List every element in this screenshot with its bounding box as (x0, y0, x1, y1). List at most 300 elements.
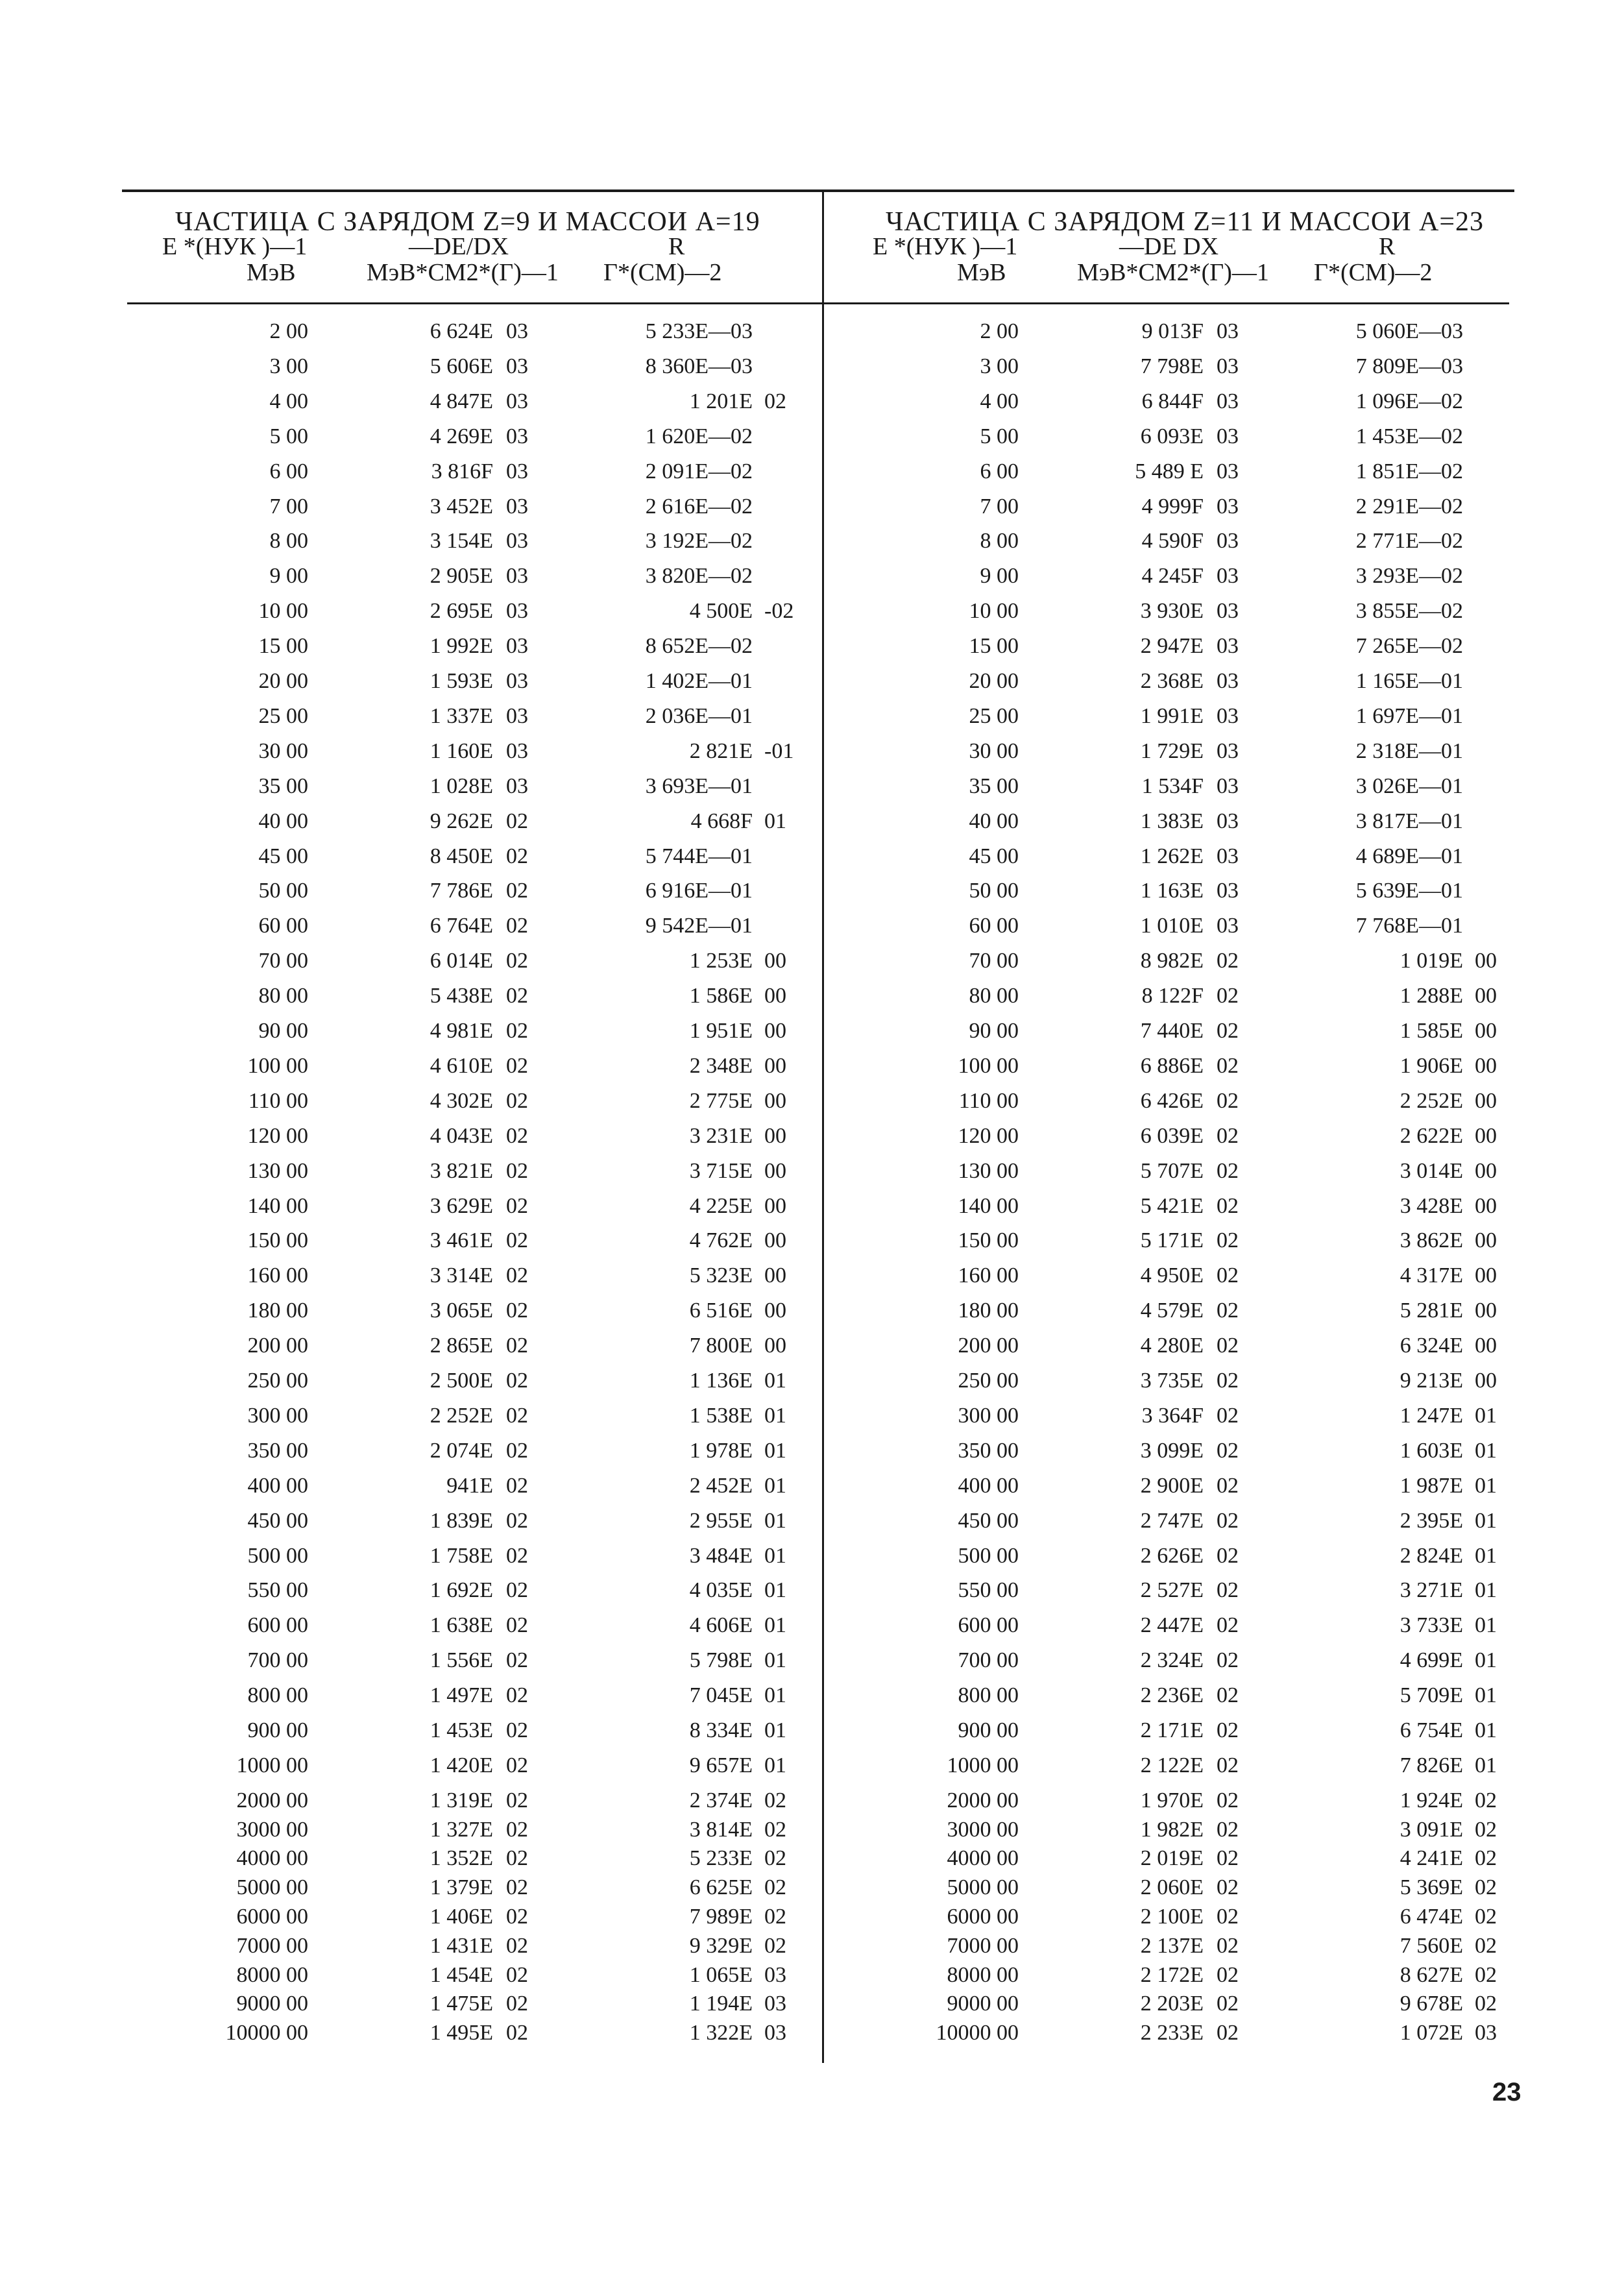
range-mantissa: 4 699E (1400, 1648, 1463, 1673)
range-exponent: 02 (764, 1817, 786, 1842)
range-exponent: 00 (1475, 1088, 1497, 1113)
stopping-power-exponent: 02 (1217, 1369, 1239, 1393)
stopping-power-exponent: 03 (1217, 494, 1239, 518)
energy-cell: 900 00 (958, 1718, 1019, 1742)
stopping-power-mantissa: 1 420E (430, 1753, 493, 1777)
energy-cell: 2 00 (980, 319, 1019, 343)
stopping-power-mantissa: 4 043E (430, 1123, 493, 1148)
energy-cell: 7000 00 (236, 1933, 308, 1958)
stopping-power-mantissa: 1 262E (1140, 844, 1204, 868)
stopping-power-mantissa: 7 786E (430, 879, 493, 903)
energy-cell: 70 00 (969, 949, 1019, 973)
table-row (136, 1544, 824, 1579)
range-exponent: 01 (764, 1438, 786, 1463)
table-row (136, 669, 824, 704)
stopping-power-mantissa: 2 368E (1140, 669, 1204, 693)
stopping-power-mantissa: 1 327E (430, 1817, 493, 1842)
table-row (136, 984, 824, 1019)
range-mantissa: 3 014E (1400, 1158, 1463, 1183)
stopping-power-mantissa: 2 122E (1140, 1753, 1204, 1777)
stopping-power-exponent: 02 (1217, 1875, 1239, 1900)
table-row (847, 669, 1534, 704)
range-mantissa: 1 096E—02 (1355, 389, 1463, 413)
left-unit-range: Г*(СМ)—2 (603, 259, 722, 286)
energy-cell: 800 00 (247, 1683, 308, 1708)
range-mantissa: 5 798E (689, 1648, 753, 1673)
range-exponent: 02 (1475, 1992, 1497, 2016)
stopping-power-exponent: 02 (1217, 1334, 1239, 1358)
stopping-power-mantissa: 1 475E (430, 1992, 493, 2016)
range-mantissa: 8 360E—03 (645, 354, 753, 378)
stopping-power-exponent: 02 (1217, 1613, 1239, 1638)
stopping-power-mantissa: 3 629E (430, 1193, 493, 1218)
range-mantissa: 6 516E (689, 1299, 753, 1323)
stopping-power-mantissa: 5 489 E (1135, 459, 1204, 483)
stopping-power-exponent: 03 (1217, 879, 1239, 903)
range-exponent: 03 (764, 2021, 786, 2045)
energy-cell: 80 00 (969, 984, 1019, 1008)
energy-cell: 15 00 (258, 634, 308, 659)
stopping-power-exponent: 02 (506, 1193, 528, 1218)
table-row (136, 949, 824, 984)
energy-cell: 4000 00 (947, 1846, 1019, 1871)
stopping-power-mantissa: 2 172E (1140, 1962, 1204, 1987)
energy-cell: 600 00 (247, 1613, 308, 1638)
table-row (136, 1509, 824, 1544)
stopping-power-mantissa: 5 438E (430, 984, 493, 1008)
stopping-power-mantissa: 2 233E (1140, 2021, 1204, 2045)
stopping-power-mantissa: 6 764E (430, 914, 493, 938)
range-mantissa: 3 693E—01 (645, 774, 753, 798)
stopping-power-exponent: 02 (506, 1299, 528, 1323)
stopping-power-mantissa: 4 610E (430, 1053, 493, 1078)
stopping-power-exponent: 03 (506, 459, 528, 483)
energy-cell: 35 00 (969, 774, 1019, 798)
stopping-power-mantissa: 1 638E (430, 1613, 493, 1638)
range-exponent: 03 (764, 1992, 786, 2016)
stopping-power-mantissa: 1 758E (430, 1543, 493, 1568)
table-row (136, 774, 824, 809)
stopping-power-mantissa: 6 886E (1140, 1053, 1204, 1078)
table-row (136, 634, 824, 669)
table-row (847, 914, 1534, 949)
range-mantissa: 1 987E (1400, 1473, 1463, 1498)
range-mantissa: 2 374E (689, 1788, 753, 1812)
stopping-power-mantissa: 1 495E (430, 2021, 493, 2045)
range-mantissa: 5 281E (1400, 1299, 1463, 1323)
stopping-power-exponent: 02 (506, 1438, 528, 1463)
range-mantissa: 3 231E (689, 1123, 753, 1148)
range-mantissa: 1 620E—02 (645, 424, 753, 448)
energy-cell: 7 00 (980, 494, 1019, 518)
range-mantissa: 3 091E (1400, 1817, 1463, 1842)
stopping-power-exponent: 02 (506, 1403, 528, 1428)
range-mantissa: 4 689E—01 (1355, 844, 1463, 868)
energy-cell: 110 00 (248, 1088, 308, 1113)
range-mantissa: 7 800E (689, 1334, 753, 1358)
range-exponent: 00 (764, 1123, 786, 1148)
stopping-power-exponent: 03 (506, 669, 528, 693)
range-exponent: 00 (1475, 1019, 1497, 1043)
range-exponent: 00 (764, 1334, 786, 1358)
table-row (136, 809, 824, 844)
energy-cell: 140 00 (958, 1193, 1019, 1218)
table-row (847, 1439, 1534, 1474)
energy-cell: 30 00 (969, 738, 1019, 763)
range-mantissa: 3 428E (1400, 1193, 1463, 1218)
energy-cell: 45 00 (258, 844, 308, 868)
range-exponent: 00 (1475, 1193, 1497, 1218)
range-mantissa: 2 395E (1400, 1508, 1463, 1533)
range-exponent: 00 (1475, 1158, 1497, 1183)
header-rule (127, 302, 1509, 304)
energy-cell: 600 00 (958, 1613, 1019, 1638)
table-row (847, 1578, 1534, 1613)
stopping-power-exponent: 02 (1217, 1788, 1239, 1812)
stopping-power-mantissa: 2 500E (430, 1369, 493, 1393)
table-row (847, 459, 1534, 494)
stopping-power-mantissa: 5 171E (1140, 1228, 1204, 1253)
stopping-power-mantissa: 3 314E (430, 1263, 493, 1288)
stopping-power-mantissa: 3 735E (1140, 1369, 1204, 1393)
left-table-title: ЧАСТИЦА С ЗАРЯДОМ Z=9 И МАССОИ A=19 (175, 207, 760, 237)
right-column-headers (847, 232, 1534, 261)
stopping-power-exponent: 02 (506, 1578, 528, 1603)
table-row (847, 494, 1534, 530)
left-unit-stopping-power: МэВ*СМ2*(Г)—1 (367, 259, 559, 286)
energy-cell: 2 00 (269, 319, 308, 343)
stopping-power-mantissa: 2 203E (1140, 1992, 1204, 2016)
stopping-power-exponent: 02 (1217, 1193, 1239, 1218)
stopping-power-mantissa: 1 352E (430, 1846, 493, 1871)
stopping-power-exponent: 03 (1217, 424, 1239, 448)
stopping-power-mantissa: 3 461E (430, 1228, 493, 1253)
range-exponent: 02 (764, 1875, 786, 1900)
table-row (136, 354, 824, 389)
energy-cell: 450 00 (958, 1508, 1019, 1533)
range-exponent: 01 (764, 1648, 786, 1673)
table-row (847, 1648, 1534, 1683)
stopping-power-mantissa: 1 383E (1140, 809, 1204, 833)
stopping-power-exponent: 02 (1217, 1403, 1239, 1428)
table-row (847, 1509, 1534, 1544)
stopping-power-exponent: 02 (506, 1846, 528, 1871)
energy-cell: 8000 00 (236, 1962, 308, 1987)
energy-cell: 250 00 (247, 1369, 308, 1393)
range-mantissa: 6 916E—01 (645, 879, 753, 903)
stopping-power-mantissa: 1 992E (430, 634, 493, 659)
energy-cell: 1000 00 (947, 1753, 1019, 1777)
energy-cell: 4000 00 (236, 1846, 308, 1871)
energy-cell: 700 00 (247, 1648, 308, 1673)
stopping-power-exponent: 02 (1217, 1962, 1239, 1987)
table-row (847, 704, 1534, 739)
range-mantissa: 2 036E—01 (645, 703, 753, 728)
stopping-power-exponent: 03 (1217, 844, 1239, 868)
range-mantissa: 3 817E—01 (1355, 809, 1463, 833)
stopping-power-exponent: 02 (506, 1158, 528, 1183)
stopping-power-mantissa: 1 982E (1140, 1817, 1204, 1842)
energy-cell: 6 00 (980, 459, 1019, 483)
stopping-power-mantissa: 4 981E (430, 1019, 493, 1043)
energy-cell: 7000 00 (947, 1933, 1019, 1958)
range-mantissa: 1 951E (689, 1019, 753, 1043)
stopping-power-mantissa: 2 865E (430, 1334, 493, 1358)
stopping-power-exponent: 03 (506, 424, 528, 448)
stopping-power-exponent: 02 (506, 809, 528, 833)
range-mantissa: 5 639E—01 (1355, 879, 1463, 903)
stopping-power-exponent: 02 (1217, 1299, 1239, 1323)
stopping-power-mantissa: 4 999F (1141, 494, 1204, 518)
table-row (847, 1474, 1534, 1509)
table-row (847, 844, 1534, 879)
range-mantissa: 5 369E (1400, 1875, 1463, 1900)
range-mantissa: 7 809E—03 (1355, 354, 1463, 378)
range-mantissa: 4 762E (689, 1228, 753, 1253)
energy-cell: 4 00 (980, 389, 1019, 413)
energy-cell: 5000 00 (947, 1875, 1019, 1900)
stopping-power-mantissa: 2 905E (430, 564, 493, 589)
stopping-power-mantissa: 4 950E (1140, 1263, 1204, 1288)
range-mantissa: 1 165E—01 (1355, 669, 1463, 693)
stopping-power-mantissa: 6 844F (1141, 389, 1204, 413)
energy-cell: 350 00 (247, 1438, 308, 1463)
range-exponent: 00 (764, 1263, 786, 1288)
table-row (136, 564, 824, 599)
table-row (847, 564, 1534, 599)
table-row (847, 1369, 1534, 1404)
energy-cell: 450 00 (247, 1508, 308, 1533)
table-row (136, 1019, 824, 1054)
stopping-power-exponent: 03 (506, 354, 528, 378)
stopping-power-exponent: 02 (1217, 1508, 1239, 1533)
table-row (136, 1089, 824, 1124)
stopping-power-mantissa: 7 440E (1140, 1019, 1204, 1043)
stopping-power-exponent: 03 (1217, 634, 1239, 659)
range-exponent: 01 (1475, 1718, 1497, 1742)
energy-cell: 45 00 (969, 844, 1019, 868)
energy-cell: 50 00 (969, 879, 1019, 903)
range-exponent: 00 (764, 1299, 786, 1323)
range-mantissa: 1 194E (689, 1992, 753, 2016)
stopping-power-exponent: 03 (506, 703, 528, 728)
range-exponent: 02 (1475, 1962, 1497, 1987)
range-exponent: 00 (764, 1193, 786, 1218)
energy-cell: 90 00 (258, 1019, 308, 1043)
stopping-power-mantissa: 1 729E (1140, 738, 1204, 763)
stopping-power-mantissa: 1 163E (1140, 879, 1204, 903)
table-row (136, 704, 824, 739)
stopping-power-mantissa: 1 991E (1140, 703, 1204, 728)
stopping-power-mantissa: 1 692E (430, 1578, 493, 1603)
table-row (136, 1334, 824, 1369)
energy-cell: 6000 00 (947, 1905, 1019, 1929)
table-row (136, 914, 824, 949)
stopping-power-exponent: 02 (1217, 1578, 1239, 1603)
range-exponent: 01 (764, 809, 786, 833)
range-mantissa: 7 045E (689, 1683, 753, 1708)
stopping-power-mantissa: 2 060E (1140, 1875, 1204, 1900)
stopping-power-exponent: 02 (506, 1817, 528, 1842)
range-mantissa: 1 538E (689, 1403, 753, 1428)
energy-cell: 900 00 (247, 1718, 308, 1742)
energy-cell: 130 00 (958, 1158, 1019, 1183)
stopping-power-exponent: 02 (506, 1019, 528, 1043)
stopping-power-exponent: 02 (1217, 1817, 1239, 1842)
table-row (847, 529, 1534, 564)
range-mantissa: 1 247E (1400, 1403, 1463, 1428)
table-row (847, 1194, 1534, 1229)
stopping-power-exponent: 03 (506, 738, 528, 763)
top-rule (122, 189, 1514, 192)
stopping-power-exponent: 02 (1217, 1438, 1239, 1463)
table-row (136, 1474, 824, 1509)
range-mantissa: 7 768E—01 (1355, 914, 1463, 938)
stopping-power-mantissa: 2 900E (1140, 1473, 1204, 1498)
range-mantissa: 1 402E—01 (645, 669, 753, 693)
range-mantissa: 1 585E (1400, 1019, 1463, 1043)
stopping-power-mantissa: 4 245F (1141, 564, 1204, 589)
range-exponent: 01 (1475, 1683, 1497, 1708)
stopping-power-mantissa: 3 452E (430, 494, 493, 518)
stopping-power-exponent: 02 (506, 1473, 528, 1498)
energy-cell: 180 00 (958, 1299, 1019, 1323)
energy-cell: 10 00 (969, 599, 1019, 624)
range-mantissa: 3 820E—02 (645, 564, 753, 589)
table-row (847, 1228, 1534, 1263)
page-number: 23 (1492, 2078, 1521, 2106)
stopping-power-exponent: 03 (506, 634, 528, 659)
table-row (136, 1683, 824, 1718)
range-mantissa: 7 560E (1400, 1933, 1463, 1958)
range-exponent: 01 (1475, 1473, 1497, 1498)
stopping-power-exponent: 03 (1217, 564, 1239, 589)
energy-cell: 15 00 (969, 634, 1019, 659)
stopping-power-mantissa: 3 065E (430, 1299, 493, 1323)
stopping-power-mantissa: 1 160E (430, 738, 493, 763)
table-row (847, 319, 1534, 354)
range-mantissa: 2 348E (689, 1053, 753, 1078)
left-header-stopping-power: —DE/DX (409, 233, 509, 260)
range-exponent: 02 (1475, 1875, 1497, 1900)
range-exponent: 00 (764, 984, 786, 1008)
stopping-power-exponent: 02 (506, 1718, 528, 1742)
range-mantissa: 9 678E (1400, 1992, 1463, 2016)
range-mantissa: 1 851E—02 (1355, 459, 1463, 483)
stopping-power-mantissa: 4 590F (1141, 529, 1204, 554)
range-mantissa: 1 136E (689, 1369, 753, 1393)
energy-cell: 10000 00 (936, 2021, 1019, 2045)
stopping-power-exponent: 02 (506, 914, 528, 938)
stopping-power-exponent: 03 (1217, 774, 1239, 798)
right-header-stopping-power: —DE DX (1119, 233, 1219, 260)
energy-cell: 35 00 (258, 774, 308, 798)
stopping-power-exponent: 03 (506, 529, 528, 554)
energy-cell: 150 00 (247, 1228, 308, 1253)
energy-cell: 100 00 (247, 1053, 308, 1078)
range-exponent: 00 (764, 1158, 786, 1183)
range-exponent: 02 (764, 1788, 786, 1812)
table-row (136, 1718, 824, 1753)
table-row (136, 879, 824, 914)
energy-cell: 500 00 (247, 1543, 308, 1568)
energy-cell: 50 00 (258, 879, 308, 903)
range-mantissa: 6 474E (1400, 1905, 1463, 1929)
table-row (136, 1648, 824, 1683)
stopping-power-mantissa: 1 534F (1141, 774, 1204, 798)
range-mantissa: 2 452E (689, 1473, 753, 1498)
energy-cell: 150 00 (958, 1228, 1019, 1253)
stopping-power-exponent: 02 (1217, 1846, 1239, 1871)
range-exponent: 02 (1475, 1788, 1497, 1812)
stopping-power-mantissa: 5 707E (1140, 1158, 1204, 1183)
stopping-power-exponent: 02 (506, 844, 528, 868)
stopping-power-mantissa: 1 406E (430, 1905, 493, 1929)
right-unit-stopping-power: МэВ*СМ2*(Г)—1 (1077, 259, 1269, 286)
stopping-power-exponent: 03 (1217, 914, 1239, 938)
energy-cell: 25 00 (258, 703, 308, 728)
left-header-energy: E *(НУК )—1 (162, 233, 308, 260)
stopping-power-exponent: 03 (506, 319, 528, 343)
range-exponent: 01 (764, 1578, 786, 1603)
energy-cell: 60 00 (258, 914, 308, 938)
stopping-power-exponent: 03 (506, 564, 528, 589)
right-header-range: R (1379, 233, 1396, 260)
energy-cell: 8 00 (980, 529, 1019, 554)
range-mantissa: 8 652E—02 (645, 634, 753, 659)
range-mantissa: 9 213E (1400, 1369, 1463, 1393)
energy-cell: 3 00 (269, 354, 308, 378)
stopping-power-mantissa: 2 236E (1140, 1683, 1204, 1708)
stopping-power-mantissa: 2 171E (1140, 1718, 1204, 1742)
right-table-title: ЧАСТИЦА С ЗАРЯДОМ Z=11 И МАССОИ A=23 (886, 207, 1485, 237)
energy-cell: 80 00 (258, 984, 308, 1008)
stopping-power-mantissa: 1 010E (1140, 914, 1204, 938)
range-mantissa: 1 322E (689, 2021, 753, 2045)
stopping-power-mantissa: 4 579E (1140, 1299, 1204, 1323)
stopping-power-mantissa: 6 624E (430, 319, 493, 343)
table-row (847, 389, 1534, 424)
table-row (847, 1334, 1534, 1369)
range-mantissa: 7 826E (1400, 1753, 1463, 1777)
range-mantissa: 1 072E (1400, 2021, 1463, 2045)
range-mantissa: 3 484E (689, 1543, 753, 1568)
table-row (136, 494, 824, 530)
range-mantissa: 4 035E (689, 1578, 753, 1603)
table-row (847, 1613, 1534, 1648)
energy-cell: 3000 00 (236, 1817, 308, 1842)
energy-cell: 130 00 (247, 1158, 308, 1183)
range-mantissa: 2 824E (1400, 1543, 1463, 1568)
energy-cell: 300 00 (958, 1403, 1019, 1428)
stopping-power-exponent: 02 (506, 949, 528, 973)
energy-cell: 160 00 (247, 1263, 308, 1288)
stopping-power-exponent: 02 (1217, 984, 1239, 1008)
table-row (847, 1263, 1534, 1299)
stopping-power-exponent: 03 (1217, 354, 1239, 378)
stopping-power-mantissa: 2 527E (1140, 1578, 1204, 1603)
stopping-power-exponent: 02 (506, 1334, 528, 1358)
stopping-power-exponent: 02 (506, 1788, 528, 1812)
table-row (847, 1544, 1534, 1579)
stopping-power-mantissa: 2 626E (1140, 1543, 1204, 1568)
stopping-power-mantissa: 3 821E (430, 1158, 493, 1183)
stopping-power-mantissa: 1 593E (430, 669, 493, 693)
range-mantissa: 3 715E (689, 1158, 753, 1183)
stopping-power-mantissa: 1 337E (430, 703, 493, 728)
stopping-power-exponent: 02 (506, 1369, 528, 1393)
energy-cell: 500 00 (958, 1543, 1019, 1568)
